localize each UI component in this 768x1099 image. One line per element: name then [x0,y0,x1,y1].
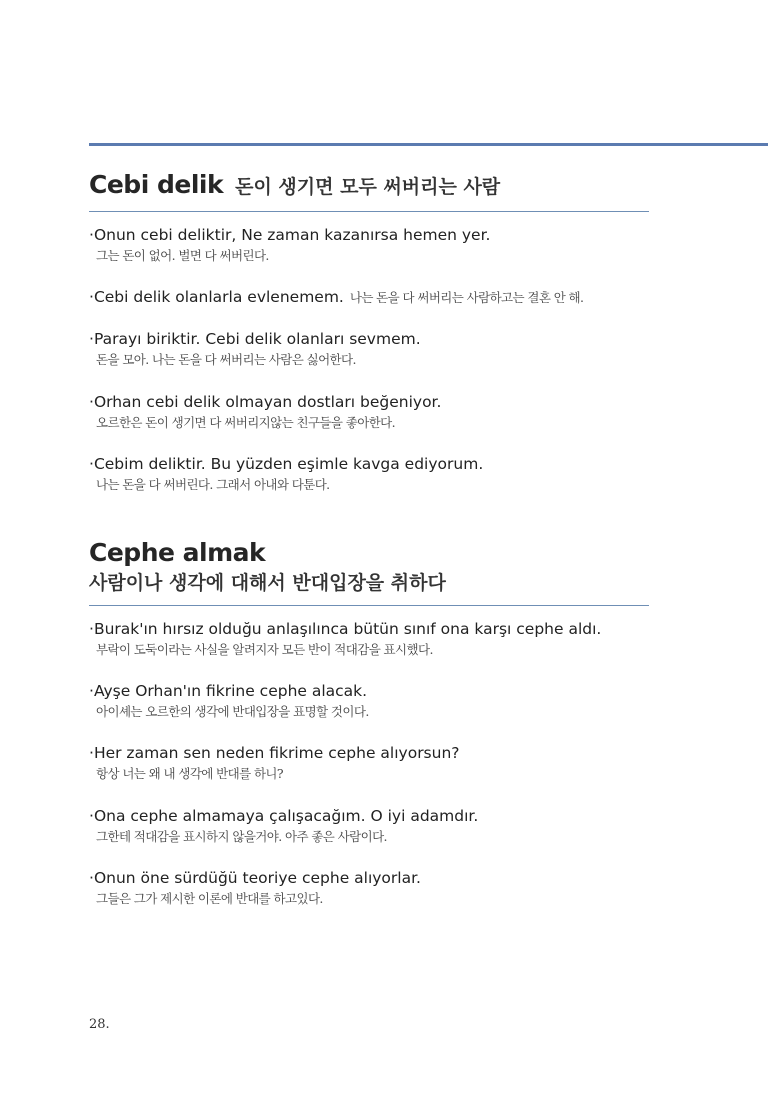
example-korean: 아이셰는 오르한의 생각에 반대입장을 표명할 것이다. [96,704,369,719]
example-turkish: · Onun cebi deliktir, Ne zaman kazanırsa hemen yer. [89,226,649,244]
example-item [89,744,649,782]
example-turkish: · Burak'ın hırsız olduğu anlaşılınca bütün sınıf ona karşı cephe aldı. [89,620,649,638]
example-korean: 그한테 적대감을 표시하지 않을거야. 아주 좋은 사람이다. [96,829,387,844]
idiom-term: Cebi delik [89,170,224,199]
example-item [89,455,649,493]
section-divider [89,211,649,212]
example-turkish: · Her zaman sen neden fikrime cephe alıyorsun? [89,744,649,762]
example-korean: 부락이 도둑이라는 사실을 알려지자 모든 반이 적대감을 표시했다. [96,642,433,657]
example-turkish: · Ona cephe almamaya çalışacağım. O iyi adamdır. [89,807,649,825]
example-turkish: · Cebim deliktir. Bu yüzden eşimle kavga ediyorum. [89,455,649,473]
example-item [89,682,649,720]
example-korean: 항상 너는 왜 내 생각에 반대를 하니? [96,766,283,781]
example-korean: 돈을 모아. 나는 돈을 다 써버리는 사람은 싫어한다. [96,352,356,367]
example-item [89,807,649,845]
example-korean: 나는 돈을 다 써버린다. 그래서 아내와 다툰다. [96,477,330,492]
example-turkish: · Onun öne sürdüğü teoriye cephe alıyorlar. [89,869,649,887]
example-korean: 오르한은 돈이 생기면 다 써버리지않는 친구들을 좋아한다. [96,415,396,430]
idiom-meaning: 사람이나 생각에 대해서 반대입장을 취하다 [89,572,446,594]
example-item [89,869,649,907]
example-korean: 그들은 그가 제시한 이론에 반대를 하고있다. [96,891,323,906]
example-item [89,393,649,431]
example-turkish: Cebi delik olanlarla evlenemem. [93,288,344,306]
example-item [89,288,649,306]
example-turkish-line [89,288,649,306]
example-item [89,226,649,264]
idiom-meaning: 돈이 생기면 모두 써버리는 사람 [235,176,501,198]
idiom-heading [89,170,649,199]
example-turkish: · Ayşe Orhan'ın fikrine cephe alacak. [89,682,649,700]
example-item [89,330,649,368]
idiom-term: Cephe almak [89,538,266,567]
page-number: 28. [89,1017,110,1032]
example-turkish: · Orhan cebi delik olmayan dostları beğeniyor. [89,393,649,411]
idiom-section-cebi-delik [89,170,649,492]
section-divider [89,605,649,606]
idiom-section-cephe-almak [89,538,649,906]
example-korean: 그는 돈이 없어. 벌면 다 써버린다. [96,248,269,263]
top-accent-rule [89,143,768,146]
example-item [89,620,649,658]
example-korean: 나는 돈을 다 써버리는 사람하고는 결혼 안 해. [349,290,584,305]
example-turkish: · Parayı biriktir. Cebi delik olanları sevmem. [89,330,649,348]
